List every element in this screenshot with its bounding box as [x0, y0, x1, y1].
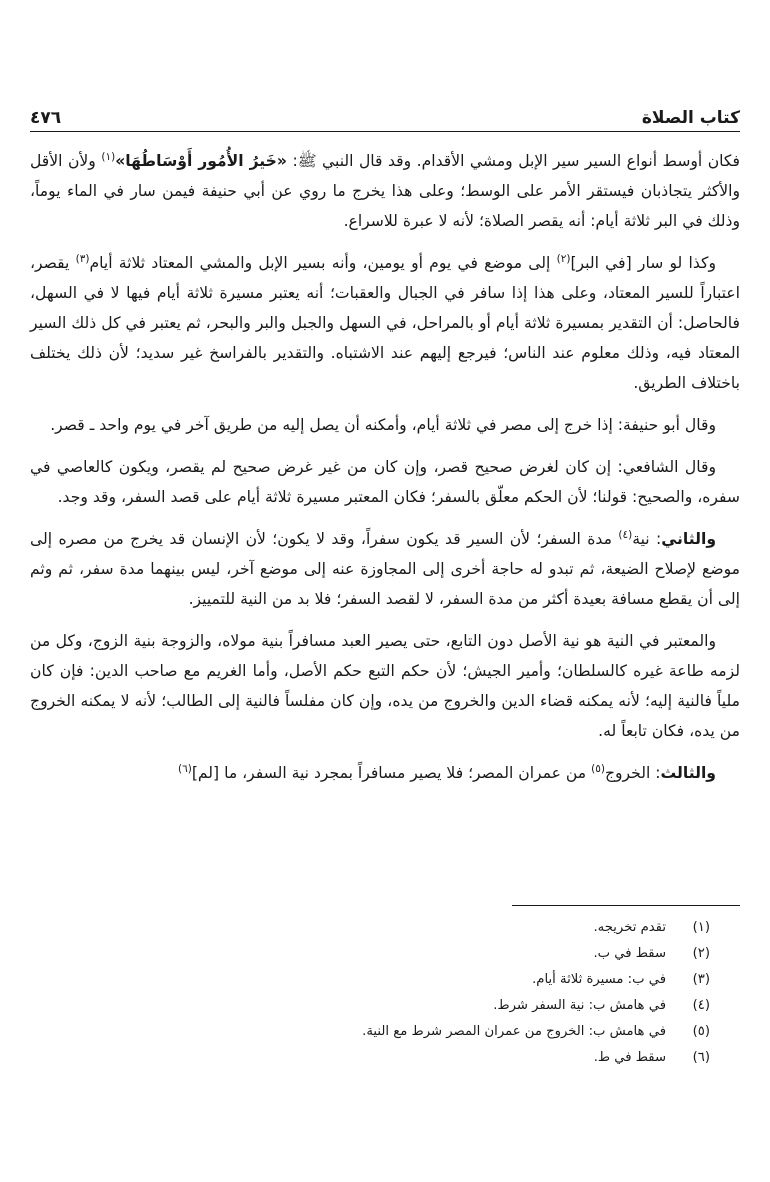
- footnote-ref-6: (٦): [177, 762, 192, 775]
- footnote-item: [30, 915, 710, 941]
- footnote-number: (٢): [692, 946, 710, 961]
- paragraph-7: [30, 758, 740, 788]
- paragraph-text: : الخروج: [604, 764, 661, 782]
- footnote-number: (٥): [692, 1024, 710, 1039]
- header-rule: [30, 131, 740, 132]
- footnote-text: في هامش ب: الخروج من عمران المصر شرط مع النية.: [362, 1024, 666, 1039]
- running-header: [30, 100, 740, 128]
- footnote-text: في ب: مسيرة ثلاثة أيام.: [532, 972, 666, 987]
- paragraph-6: والمعتبر في النية هو نية الأصل دون التابع، حتى يصير العبد مسافراً بنية مولاه، والزوجة بنية الزوج، وكل من لزمه طاعة غيره كالسلطان؛ وأمير الجيش؛ لأن حكم التبع حكم الأصل، وأما الغريم مع صاحب الدين: فإن كان ملياً فالنية إليه؛ لأنه يمكنه قضاء الدين والخروج من يده، وإن كان مفلساً فالنية إلى الطالب؛ لأنه لا يمكنه الخروج من يده، فكان تابعاً له.: [30, 632, 740, 740]
- page-number: ٤٧٦: [30, 108, 62, 128]
- footnote-item: [30, 1045, 710, 1071]
- footnote-text: سقط في ب.: [593, 946, 666, 961]
- footnote-item: [30, 1019, 710, 1045]
- footnote-text: في هامش ب: نية السفر شرط.: [493, 998, 666, 1013]
- paragraph-text: : نية: [632, 530, 662, 548]
- paragraph-text: فكان أوسط أنواع السير سير الإبل ومشي الأقدام. وقد قال النبي ﷺ:: [286, 152, 740, 170]
- hadith-quote: «خَيرُ الأُمُور أَوْسَاطُهَا»: [115, 152, 287, 170]
- footnote-ref-1: (١): [101, 150, 116, 163]
- footnote-item: [30, 967, 710, 993]
- paragraph-text: مدة السفر؛ لأن السير قد يكون سفراً، وقد لا يكون؛ لأن الإنسان قد يخرج من مصره إلى موضع لإصلاح الضيعة، ثم تبدو له حاجة أخرى إلى المجاوزة عنه إلى موضع آخر، ليس بينهما مدة سفر، ثم وثم إلى أن يقطع مسافة بعيدة أكثر من مدة السفر، لا لقصد السفر؛ فلا بد من النية للتمييز.: [30, 530, 740, 608]
- section-lead-second: والثاني: [661, 530, 717, 548]
- footnote-number: (٦): [692, 1050, 710, 1065]
- footnotes: [30, 915, 710, 1071]
- footnote-ref-4: (٤): [618, 528, 633, 541]
- paragraph-5: [30, 524, 740, 614]
- footnote-text: تقدم تخريجه.: [593, 920, 666, 935]
- footnote-item: [30, 993, 710, 1019]
- footnote-text: سقط في ط.: [593, 1050, 666, 1065]
- paragraph-text: من عمران المصر؛ فلا يصير مسافراً بمجرد نية السفر، ما [لم]: [191, 764, 592, 782]
- footnote-number: (١): [692, 920, 710, 935]
- book-title: كتاب الصلاة: [641, 108, 740, 128]
- paragraph-1: [30, 146, 740, 236]
- footnote-ref-5: (٥): [591, 762, 605, 775]
- section-lead-third: والثالث: [660, 764, 716, 782]
- main-text: [30, 146, 740, 800]
- footnote-ref-3: (٣): [75, 252, 90, 265]
- paragraph-text: إلى موضع في يوم أو يومين، وأنه بسير الإبل والمشي المعتاد ثلاثة أيام: [89, 254, 557, 272]
- footnote-number: (٣): [692, 972, 710, 987]
- paragraph-text: يقصر، اعتباراً للسير المعتاد، وعلى هذا إذا سافر في الجبال والعقبات؛ أنه يعتبر مسيرة ثلاثة أيام فيها لا في السهل، فالحاصل: أن التقدير بمسيرة ثلاثة أيام أو بالمراحل، في السهل والجبل والبر والبحر، ثم يعتبر في كل ذلك السير المعتاد فيه، وذلك معلوم عند الناس؛ فيرجع إليهم عند الاشتباه. والتقدير بالفراسخ غير سديد؛ لأن ذلك يختلف باختلاف الطريق.: [30, 254, 740, 392]
- paragraph-text: ولأن الأقل والأكثر يتجاذبان فيستقر الأمر على الوسط؛ وعلى هذا يخرج ما روي عن أبي حنيفة فيمن سار في الماء يوماً، وذلك في البر ثلاثة أيام: أنه يقصر الصلاة؛ لأنه لا عبرة للاسراع.: [30, 152, 740, 230]
- paragraph-4: وقال الشافعي: إن كان لغرض صحيح قصر، وإن كان من غير غرض صحيح لم يقصر، ويكون كالعاصي في سفره، والصحيح: قولنا؛ لأن الحكم معلّق بالسفر؛ فكان المعتبر مسيرة ثلاثة أيام على قصد السفر، وقد وجد.: [30, 458, 740, 506]
- paragraph-text: وكذا لو سار [في البر]: [570, 254, 716, 272]
- footnote-rule: [512, 905, 740, 906]
- footnote-item: [30, 941, 710, 967]
- paragraph-2: [30, 248, 740, 398]
- paragraph-3: وقال أبو حنيفة: إذا خرج إلى مصر في ثلاثة أيام، وأمكنه أن يصل إليه من طريق آخر في يوم واحد ـ قصر.: [50, 416, 716, 434]
- footnote-number: (٤): [692, 998, 710, 1013]
- footnote-ref-2: (٢): [556, 252, 571, 265]
